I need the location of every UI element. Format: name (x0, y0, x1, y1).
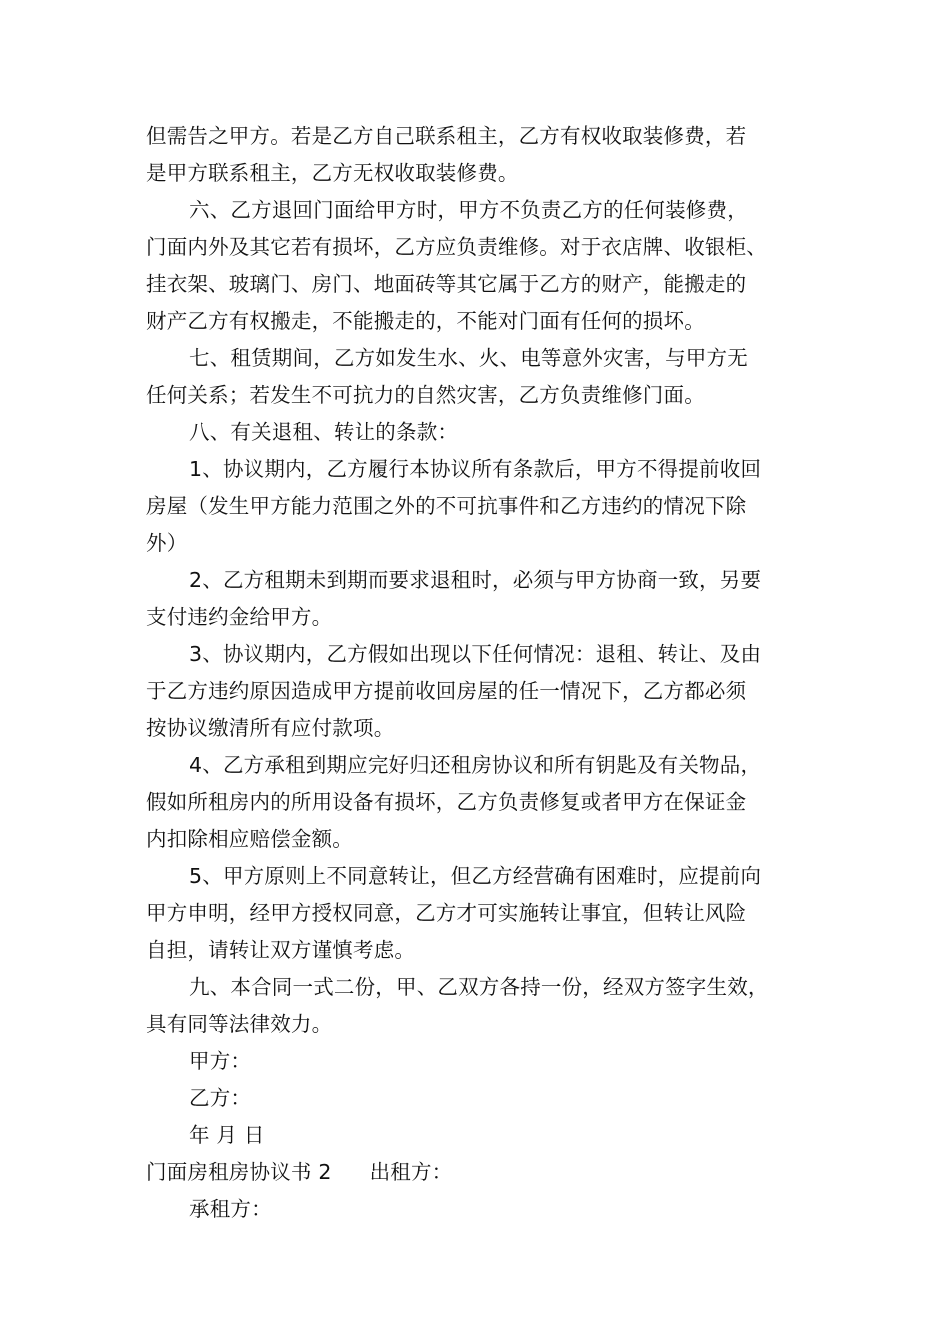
text-line: 房屋（发生甲方能力范围之外的不可抗事件和乙方违约的情况下除 (146, 494, 747, 518)
text-line: 内扣除相应赔偿金额。 (146, 827, 353, 851)
subclause-1: 1、协议期内，乙方履行本协议所有条款后，甲方不得提前收回 (189, 457, 762, 481)
text-line: 但需告之甲方。若是乙方自己联系租主，乙方有权收取装修费，若 (146, 124, 747, 148)
clause-8-heading: 八、有关退租、转让的条款： (189, 420, 459, 444)
title-spacer (332, 1154, 370, 1191)
subclause-4: 4、乙方承租到期应完好归还租房协议和所有钥匙及有关物品， (189, 753, 762, 777)
text-line: 甲方申明，经甲方授权同意，乙方才可实施转让事宜，但转让风险 (146, 901, 747, 925)
text-line: 门面内外及其它若有损坏，乙方应负责维修。对于衣店牌、收银柜、 (146, 235, 767, 259)
text-line: 自担，请转让双方谨慎考虑。 (146, 938, 416, 962)
text-line: 支付违约金给甲方。 (146, 605, 333, 629)
party-b-signature: 乙方： (189, 1086, 252, 1110)
text-line: 具有同等法律效力。 (146, 1012, 333, 1036)
subclause-5: 5、甲方原则上不同意转让，但乙方经营确有困难时，应提前向 (189, 864, 762, 888)
clause-7: 七、租赁期间，乙方如发生水、火、电等意外灾害，与甲方无 (189, 346, 748, 370)
text-line: 是甲方联系租主，乙方无权收取装修费。 (146, 161, 519, 185)
clause-6: 六、乙方退回门面给甲方时，甲方不负责乙方的任何装修费， (189, 198, 748, 222)
text-line: 财产乙方有权搬走，不能搬走的，不能对门面有任何的损坏。 (146, 309, 705, 333)
second-agreement-title-row (146, 1154, 830, 1191)
subclause-2: 2、乙方租期未到期而要求退租时，必须与甲方协商一致，另要 (189, 568, 762, 592)
text-line: 按协议缴清所有应付款项。 (146, 716, 395, 740)
text-line: 外） (146, 531, 188, 555)
party-a-signature: 甲方： (189, 1049, 252, 1073)
agreement-title: 门面房租房协议书 2 (146, 1160, 332, 1184)
text-line: 于乙方违约原因造成甲方提前收回房屋的任一情况下，乙方都必须 (146, 679, 747, 703)
text-line: 挂衣架、玻璃门、房门、地面砖等其它属于乙方的财产，能搬走的 (146, 272, 747, 296)
body-text (146, 118, 830, 1154)
lessor-label: 出租方： (369, 1160, 453, 1184)
text-line: 假如所租房内的所用设备有损坏，乙方负责修复或者甲方在保证金 (146, 790, 747, 814)
date-line: 年 月 日 (189, 1123, 265, 1147)
clause-9: 九、本合同一式二份，甲、乙双方各持一份，经双方签字生效， (189, 975, 769, 999)
text-line: 任何关系；若发生不可抗力的自然灾害，乙方负责维修门面。 (146, 383, 705, 407)
document-page (146, 118, 830, 1228)
subclause-3: 3、协议期内，乙方假如出现以下任何情况：退租、转让、及由 (189, 642, 762, 666)
tenant-label: 承租方： (189, 1197, 272, 1221)
